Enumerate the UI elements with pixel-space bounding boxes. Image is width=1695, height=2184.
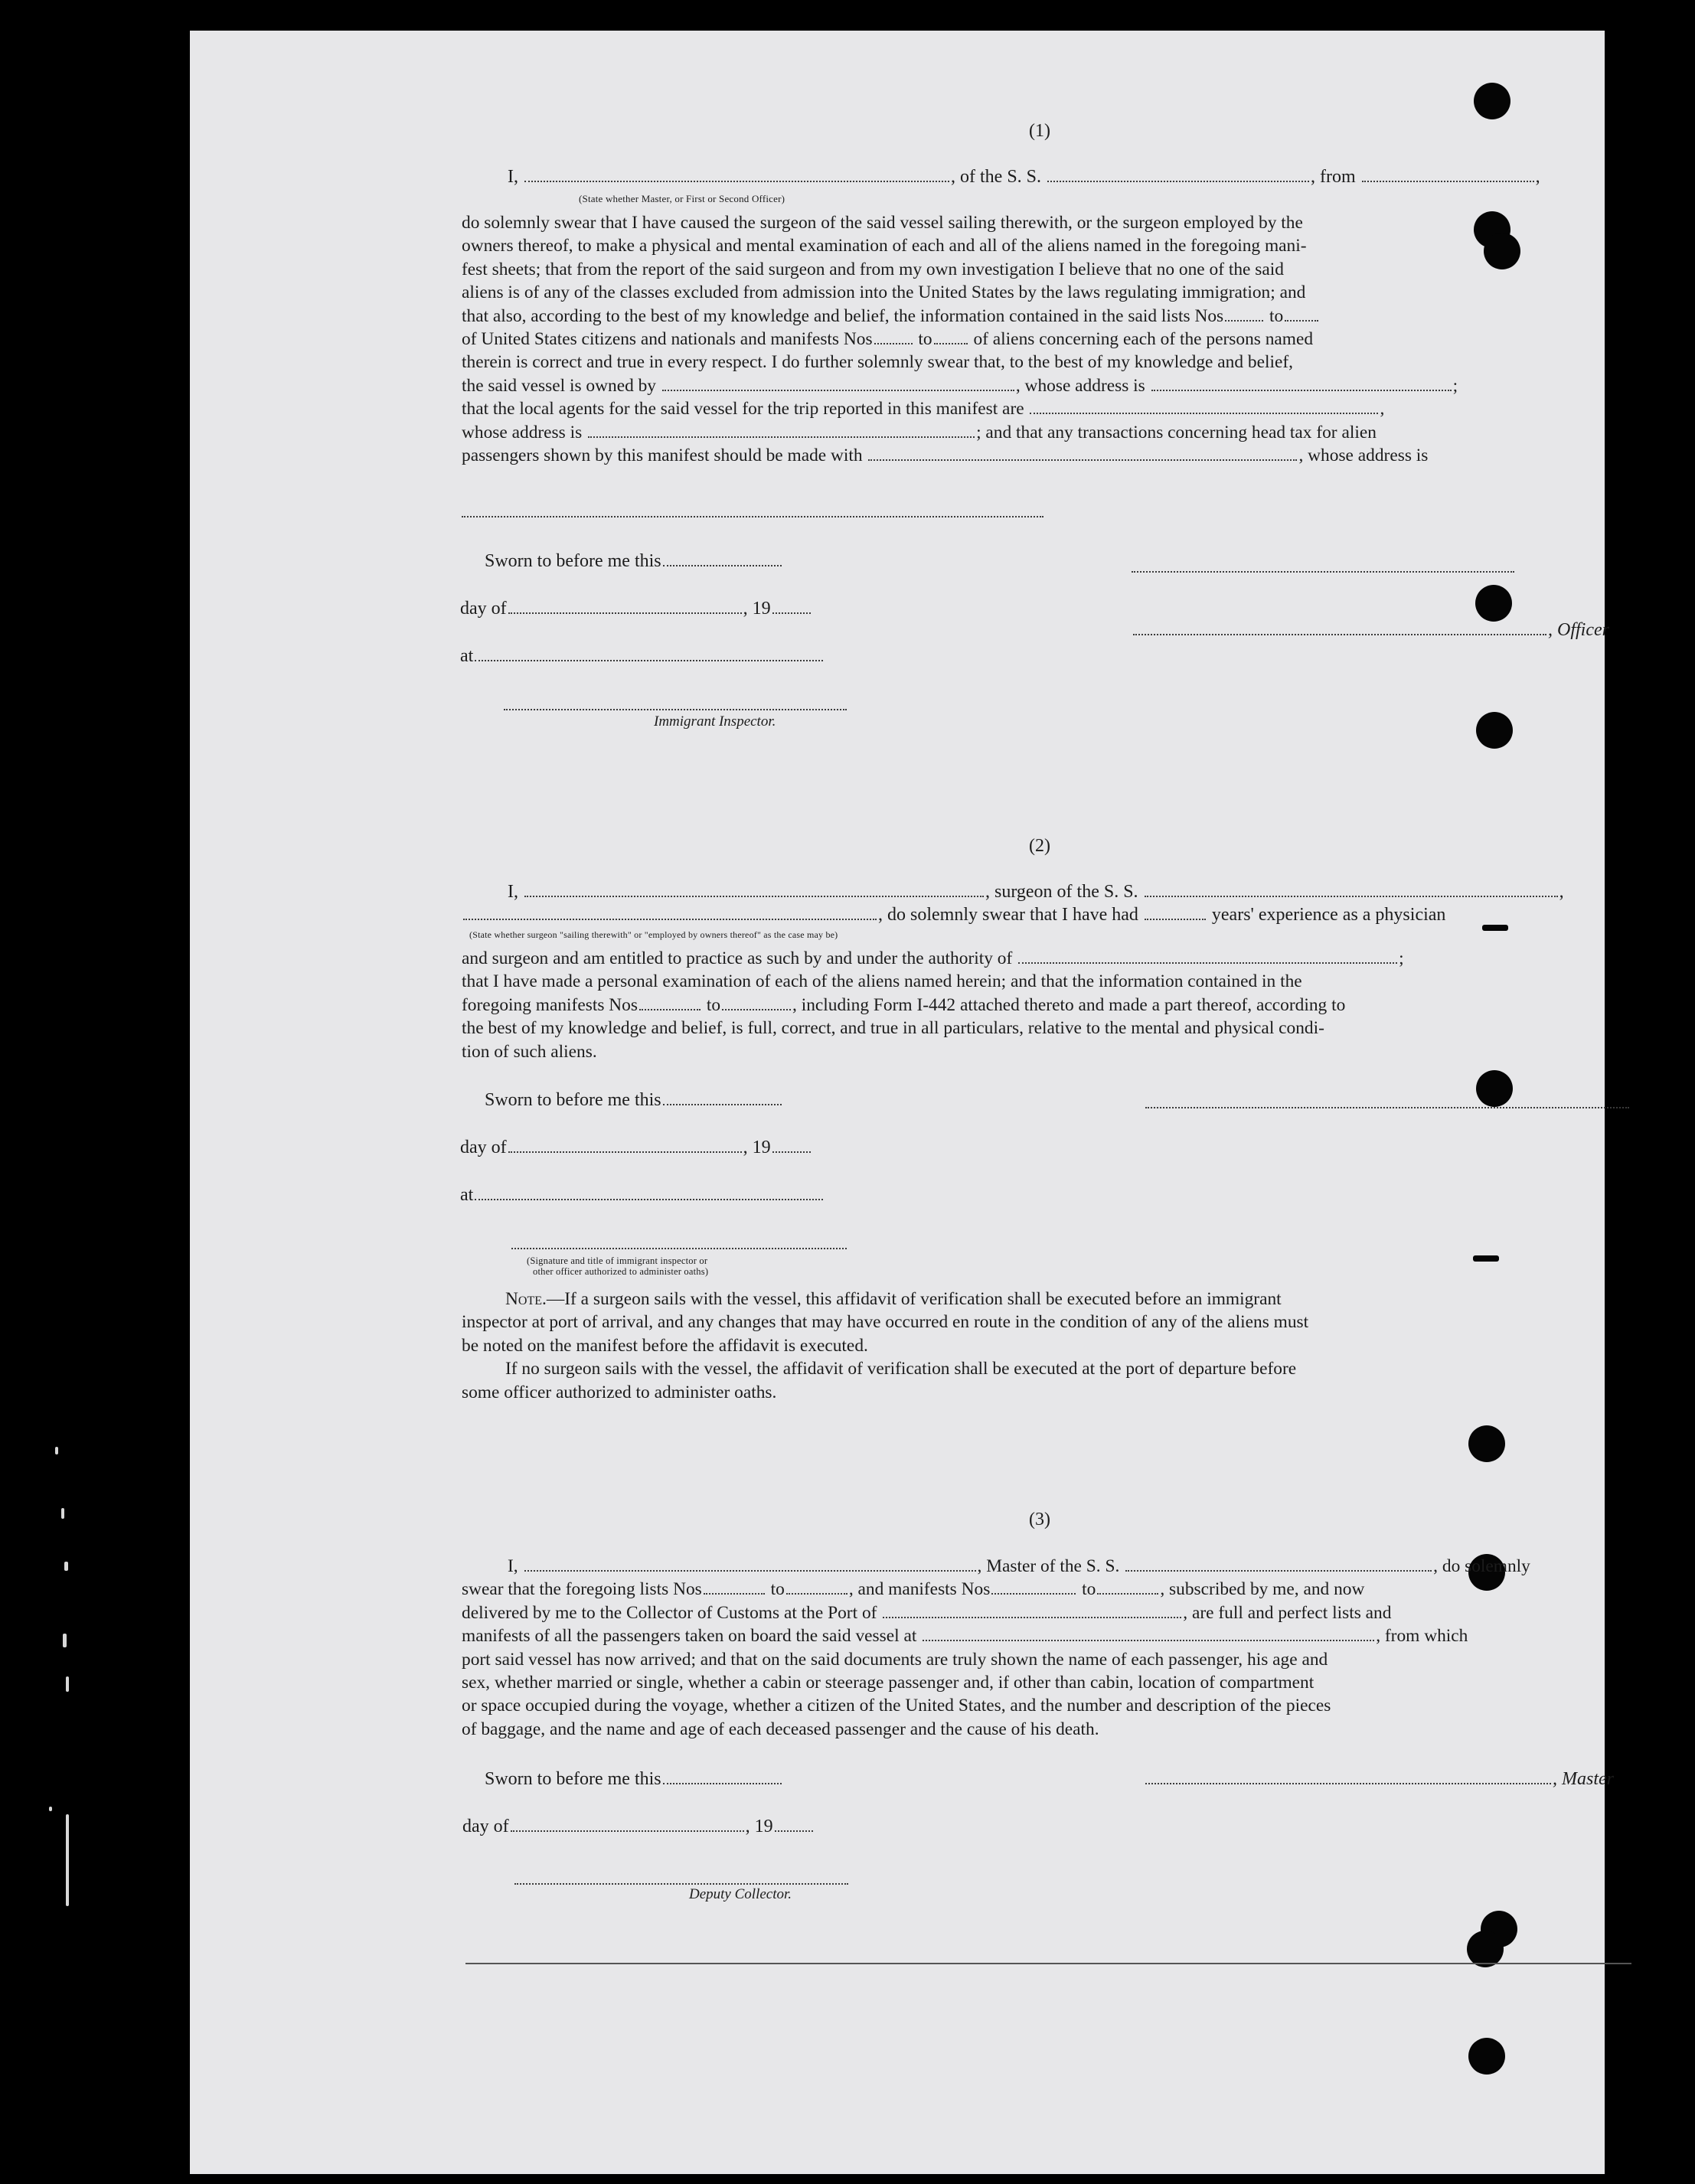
section-1-oath-line-1: I, , of the S. S. , from , — [508, 167, 1540, 187]
sworn-3-day-field[interactable] — [663, 1783, 782, 1784]
officer-signature-line-top[interactable] — [1132, 571, 1514, 573]
day-3: day of , 19 — [462, 1817, 815, 1837]
inspector-signature-line[interactable] — [504, 709, 847, 710]
day-2-month-field[interactable] — [508, 1151, 742, 1153]
binder-hole — [1468, 1425, 1505, 1462]
officer-name-field[interactable] — [524, 181, 949, 182]
s2-manifests-to-field[interactable] — [722, 1009, 791, 1010]
boarding-port-field[interactable] — [923, 1640, 1374, 1641]
head-tax-contact-field[interactable] — [868, 459, 1297, 461]
day-1-month-field[interactable] — [508, 612, 742, 614]
port-from-field[interactable] — [1362, 181, 1534, 182]
s3-manifests-to-field[interactable] — [1097, 1593, 1158, 1595]
surgeon-caption: (State whether surgeon "sailing therewith" or "employed by owners thereof" as the case may be) — [469, 929, 838, 940]
master-vessel-field[interactable] — [1125, 1570, 1432, 1572]
day-2: day of , 19 — [460, 1138, 812, 1158]
head-tax-address-field[interactable] — [462, 516, 1043, 517]
authority-field[interactable] — [1018, 962, 1397, 964]
sig-caption-2: other officer authorized to administer oaths) — [533, 1266, 709, 1277]
s3-lists-to-field[interactable] — [786, 1593, 848, 1595]
section-3-oath-text: I, , Master of the S. S. , do solemnly swear that the foregoing lists Nos to , and manifests Nos to , subscribed by me, and now delivered by me to the Collector of Customs at the Port of , are full and perfect lists and manifests of all the passengers taken on board the said vessel at , from which port said vessel has now arrived; and that on the said documents are truly shown the name of each passenger, his age and sex, whether married or single, whether a cabin or steerage passenger and, if other than cabin, location of compartment or space occupied during the voyage, whether a citizen of the United States, and the number and description of the pieces of baggage, and the name and age of each deceased passenger and the cause of his death. — [462, 1556, 1530, 1739]
officer-caption: (State whether Master, or First or Second Officer) — [579, 193, 785, 204]
master-name-field[interactable] — [524, 1570, 976, 1572]
sworn-1-day-field[interactable] — [663, 565, 782, 566]
day-3-year-field[interactable] — [775, 1830, 813, 1832]
bottom-rule — [465, 1963, 1631, 1964]
at-2-place-field[interactable] — [475, 1199, 823, 1200]
section-1-oath-text: do solemnly swear that I have caused the surgeon of the said vessel sailing therewith, or the surgeon employed by the owners thereof, to make a physical and mental examination of each and all of the aliens named in the foregoing mani- fest sheets; that from the report of the said surgeon and from my own investigation I believe that no one of the said aliens is of any of the classes excluded from admission into the United States by the laws regulating immigration; and that also, according to the best of my knowledge and belief, the information contained in the said lists Nos to of United States citizens and nationals and manifests Nos to of aliens concerning each of the persons named therein is correct and true in every respect. I do further solemnly swear that, to the best of my knowledge and belief, the said vessel is owned by , whose address is ; that the local agents for the said vessel for the trip reported in this manifest are , whose address is ; and that any transactions concerning head tax for alien passengers shown by this manifest should be made with , whose address is — [462, 213, 1458, 466]
manifests-from-field[interactable] — [874, 343, 913, 344]
s3-manifests-from-field[interactable] — [991, 1593, 1076, 1595]
page-mark — [1482, 925, 1508, 931]
section-1-heading: (1) — [1029, 121, 1050, 141]
master-signature: , Master — [1144, 1769, 1614, 1790]
binder-hole — [1474, 83, 1510, 119]
section-2-line-2: , do solemnly swear that I have had years' experience as a physician — [462, 905, 1445, 926]
binder-hole — [1475, 585, 1512, 622]
manifests-to-field[interactable] — [934, 343, 968, 344]
officer-signature-field[interactable] — [1133, 634, 1546, 635]
section-2-oath-text: and surgeon and am entitled to practice as such by and under the authority of ; that I have made a personal examination of each of the aliens named herein; and that the information contained in the foregoing manifests Nos to , including Form I-442 attached thereto and made a part thereof, according to the best of my knowledge and belief, is full, correct, and true in all particulars, relative to the mental and physical condi- tion of such aliens. — [462, 948, 1404, 1062]
sworn-2: Sworn to before me this — [485, 1090, 783, 1111]
collector-port-field[interactable] — [883, 1617, 1181, 1618]
s2-manifests-from-field[interactable] — [639, 1009, 701, 1010]
binder-hole — [1476, 712, 1513, 749]
years-experience-field[interactable] — [1145, 919, 1206, 920]
deputy-collector-signature-line[interactable] — [514, 1883, 848, 1885]
at-1: at — [460, 646, 825, 667]
agents-address-field[interactable] — [588, 436, 975, 438]
binder-hole — [1467, 1931, 1504, 1967]
at-2: at — [460, 1185, 825, 1206]
surgeon-witness-signature-line[interactable] — [511, 1248, 847, 1249]
page-mark — [1473, 1255, 1499, 1262]
day-3-month-field[interactable] — [511, 1830, 744, 1832]
film-edge-marks — [46, 1447, 69, 1967]
surgeon-name-field[interactable] — [524, 896, 984, 897]
deputy-collector-caption: Deputy Collector. — [689, 1886, 792, 1902]
lists-to-field[interactable] — [1285, 320, 1318, 322]
sworn-3: Sworn to before me this — [485, 1769, 783, 1790]
owner-field[interactable] — [662, 390, 1014, 391]
binder-hole — [1468, 2038, 1505, 2075]
master-signature-field[interactable] — [1145, 1783, 1551, 1784]
vessel-name-field[interactable] — [1047, 181, 1309, 182]
sig-caption-1: (Signature and title of immigrant inspector or — [527, 1255, 708, 1266]
s3-lists-from-field[interactable] — [704, 1593, 765, 1595]
day-1: day of , 19 — [460, 599, 812, 619]
inspector-caption: Immigrant Inspector. — [654, 713, 776, 730]
day-1-year-field[interactable] — [772, 612, 811, 614]
surgeon-vessel-field[interactable] — [1145, 896, 1558, 897]
at-1-place-field[interactable] — [475, 660, 823, 661]
lists-from-field[interactable] — [1225, 320, 1263, 322]
owner-address-field[interactable] — [1151, 390, 1452, 391]
section-3-heading: (3) — [1029, 1510, 1050, 1529]
officer-signature: , Officer — [1132, 620, 1609, 641]
surgeon-status-field[interactable] — [463, 919, 877, 920]
surgeon-signature-line[interactable] — [1145, 1107, 1629, 1108]
day-2-year-field[interactable] — [772, 1151, 811, 1153]
binder-hole — [1476, 1070, 1513, 1107]
section-2-line-1: I, , surgeon of the S. S. , — [508, 882, 1564, 902]
section-2-heading: (2) — [1029, 836, 1050, 856]
note-block: Note.—If a surgeon sails with the vessel, this affidavit of verification shall be executed before an immigrant inspector at port of arrival, and any changes that may have occurred en route in the condition of any of the aliens must be noted on the manifest before the affidavit is executed. If no surgeon sails with the vessel, the affidavit of verification shall be executed at the port of departure before some officer authorized to administer oaths. — [462, 1289, 1309, 1402]
sworn-2-day-field[interactable] — [663, 1104, 782, 1105]
local-agents-field[interactable] — [1030, 413, 1378, 414]
form-page — [190, 31, 1614, 2174]
sworn-1: Sworn to before me this — [485, 551, 783, 572]
